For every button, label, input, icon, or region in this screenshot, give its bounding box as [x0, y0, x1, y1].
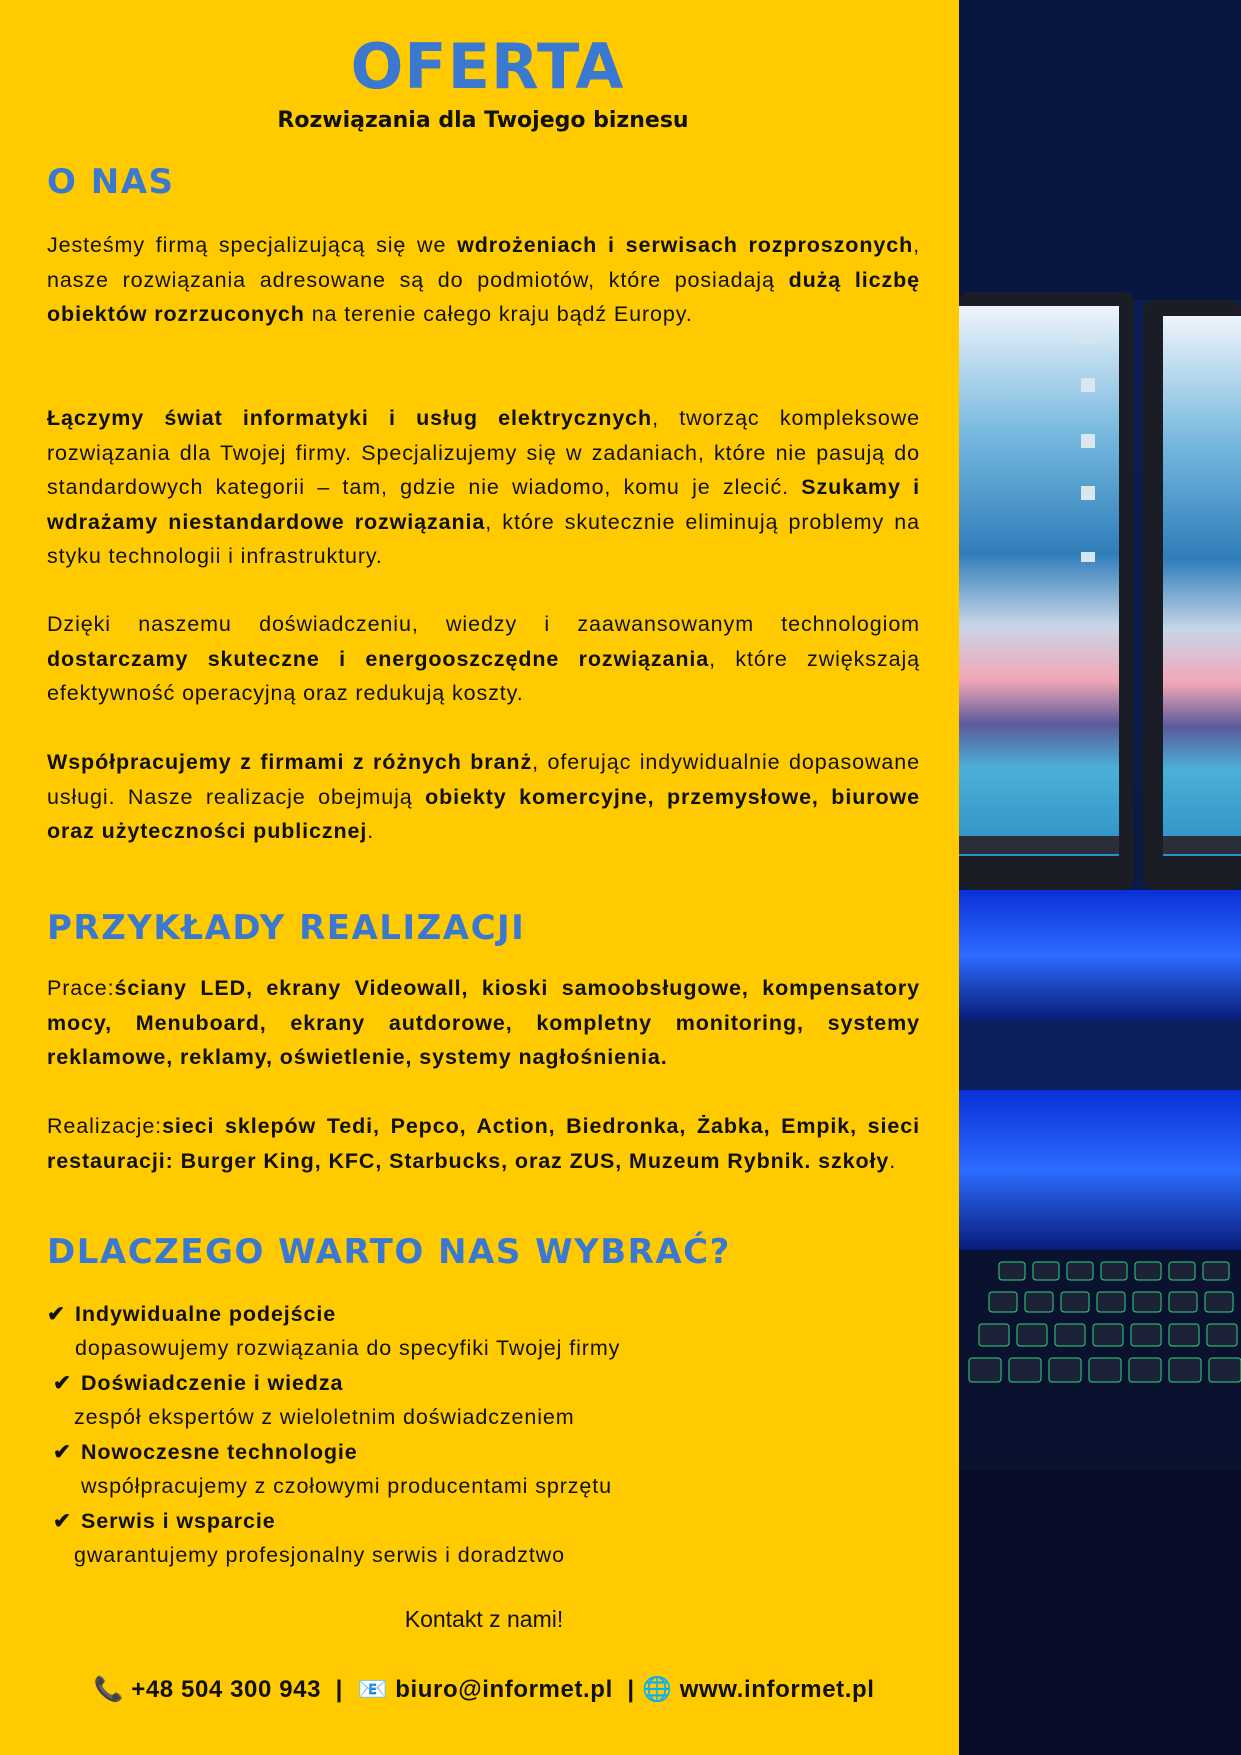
emphasis-text: Szukamy i wdrażamy niestandardowe rozwiązania — [47, 475, 920, 534]
emphasis-text: Współpracujemy z firmami z różnych branż — [47, 750, 533, 774]
body-text: na terenie całego kraju bądź Europy. — [304, 302, 693, 326]
body-text: , które skutecznie eliminują problemy na styku technologii i infrastruktury. — [47, 509, 920, 568]
emphasis-text: ściany LED, ekrany Videowall, kioski samoobsługowe, kompensatory mocy, Menuboard, ekrany autdorowe, kompletny monitoring, systemy reklamowe, reklamy, oświetlenie, systemy nagłośnienia. — [47, 976, 920, 1069]
contact-phone[interactable]: +48 504 300 943 — [131, 1676, 322, 1703]
emphasis-text: Łączymy świat informatyki i usług elektrycznych — [47, 406, 653, 430]
hero-photo — [959, 0, 1241, 1755]
why-heading: DLACZEGO WARTO NAS WYBRAĆ? — [47, 1232, 731, 1272]
why-item-title: Nowoczesne technologie — [81, 1440, 358, 1464]
page-title: OFERTA — [350, 30, 625, 103]
why-item — [47, 1297, 927, 1365]
about-heading: O NAS — [47, 162, 175, 202]
page-subtitle: Rozwiązania dla Twojego biznesu — [277, 108, 689, 133]
laptop-photo-illustration — [959, 0, 1241, 1755]
body-text: , oferując indywidualnie dopasowane usługi. Nasze realizacje obejmują — [47, 750, 920, 809]
body-text: , nasze rozwiązania adresowane są do podmiotów, które posiadają — [47, 233, 920, 292]
about-paragraph-1 — [47, 228, 920, 332]
examples-projects — [47, 1109, 920, 1178]
body-text: Realizacje: — [47, 1114, 163, 1138]
body-text: , które zwiększają efektywność operacyjną oraz redukują koszty. — [47, 646, 920, 705]
examples-work — [47, 971, 920, 1075]
contact-separator: | — [335, 1676, 343, 1703]
contact-footer — [0, 1675, 968, 1704]
why-item-description: zespół ekspertów z wieloletnim doświadczeniem — [74, 1405, 575, 1429]
contact-email[interactable]: biuro@informet.pl — [395, 1676, 613, 1703]
emphasis-text: obiekty komercyjne, przemysłowe, biurowe oraz użyteczności publicznej — [47, 784, 921, 843]
why-item — [53, 1435, 933, 1503]
examples-heading: PRZYKŁADY REALIZACJI — [47, 908, 526, 948]
body-text: Dzięki naszemu doświadczeniu, wiedzy i zaawansowanym technologiom — [47, 612, 920, 636]
why-item — [53, 1504, 933, 1572]
phone-icon: 📞 — [93, 1676, 124, 1703]
check-icon: ✔ — [53, 1440, 72, 1464]
body-text: , tworząc kompleksowe rozwiązania dla Twojej firmy. Specjalizujemy się w zadaniach, które nie pasują do standardowych kategorii – tam, gdzie nie wiadomo, komu je zlecić. — [47, 406, 920, 499]
why-item-description: współpracujemy z czołowymi producentami sprzętu — [81, 1474, 613, 1498]
check-icon: ✔ — [53, 1509, 72, 1533]
why-item-description: dopasowujemy rozwiązania do specyfiki Twojej firmy — [75, 1336, 621, 1360]
body-text: . — [889, 1148, 897, 1173]
body-text: Jesteśmy firmą specjalizującą się we — [47, 233, 458, 257]
emphasis-text: sieci sklepów Tedi, Pepco, Action, Biedronka, Żabka, Empik, sieci restauracji: Burger King, KFC, Starbucks, oraz ZUS, Muzeum Rybnik. szkoły — [47, 1114, 920, 1173]
about-paragraph-4 — [47, 745, 920, 849]
why-item — [53, 1366, 933, 1434]
contact-website[interactable]: www.informet.pl — [679, 1676, 875, 1703]
check-icon: ✔ — [47, 1302, 66, 1326]
why-item-title: Indywidualne podejście — [75, 1302, 337, 1326]
contact-label: Kontakt z nami! — [404, 1606, 564, 1632]
emphasis-text: dostarczamy skuteczne i energooszczędne rozwiązania — [47, 646, 710, 671]
body-text: . — [367, 819, 375, 843]
about-paragraph-2 — [47, 401, 920, 574]
why-item-description: gwarantujemy profesjonalny serwis i doradztwo — [74, 1543, 566, 1567]
why-item-title: Doświadczenie i wiedza — [81, 1371, 344, 1395]
emphasis-text: wdrożeniach i serwisach rozproszonych — [457, 233, 914, 257]
why-item-title: Serwis i wsparcie — [81, 1509, 276, 1533]
body-text: Prace: — [47, 976, 115, 1000]
globe-icon: 🌐 — [642, 1676, 673, 1703]
emphasis-text: dużą liczbę obiektów rozrzuconych — [47, 267, 920, 326]
contact-separator: | — [627, 1676, 635, 1703]
about-paragraph-3 — [47, 607, 920, 711]
email-icon: 📧 — [357, 1676, 388, 1703]
check-icon: ✔ — [53, 1371, 72, 1395]
